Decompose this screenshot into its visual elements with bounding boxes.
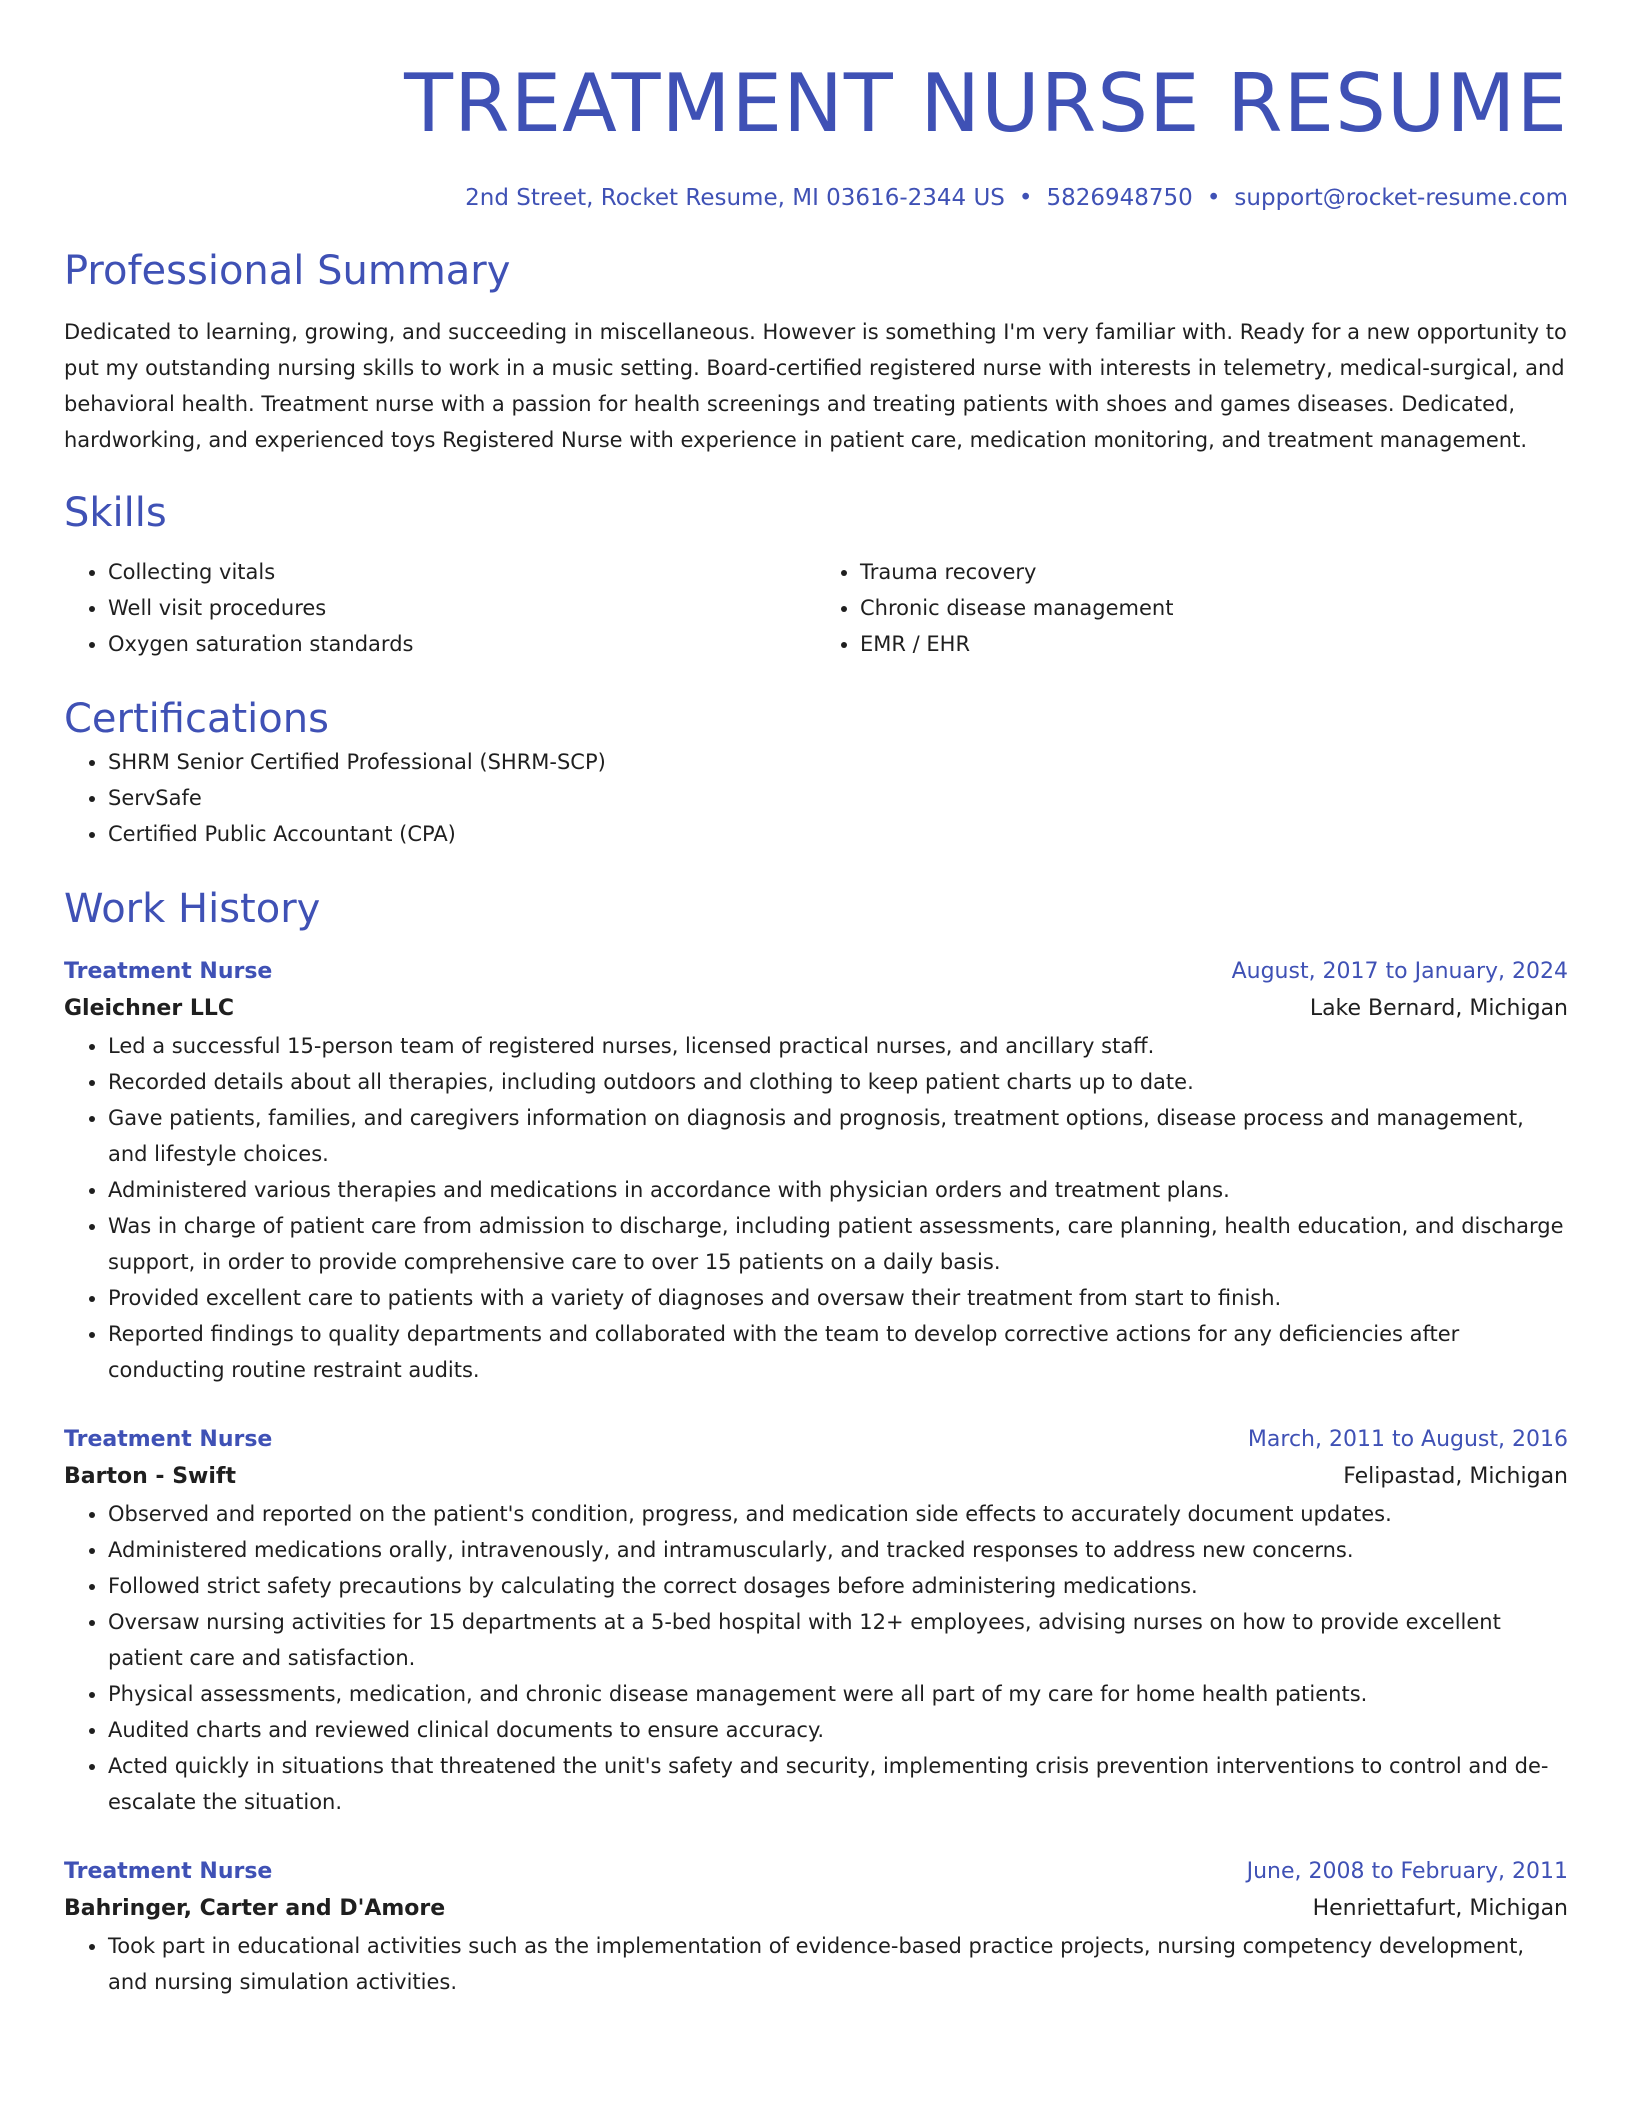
job-company-row: [64, 1890, 1568, 1928]
job-location: Felipastad, Michigan: [1343, 1464, 1568, 1489]
contact-address: 2nd Street, Rocket Resume, MI 03616-2344 US: [465, 185, 1005, 211]
contact-separator: •: [1206, 185, 1221, 211]
job-title-row: [64, 954, 1568, 990]
work-history-heading: Work History: [64, 886, 321, 932]
certification-item: • ServSafe: [108, 780, 1568, 816]
job-duties-list: [64, 1496, 1568, 1820]
resume-title: TREATMENT NURSE RESUME: [404, 57, 1568, 150]
job-title-row: [64, 1422, 1568, 1458]
skill-item: • Collecting vitals: [108, 554, 816, 590]
job-entry: [64, 1422, 1568, 1820]
job-company: Gleichner LLC: [64, 996, 235, 1021]
job-duty: • Acted quickly in situations that threatened the unit's safety and security, implementing crisis prevention interventions to control and de-escalate the situation.: [108, 1748, 1568, 1820]
job-duty: • Observed and reported on the patient's condition, progress, and medication side effects to accurately document updates.: [108, 1496, 1568, 1532]
resume-header: [64, 54, 1568, 214]
job-dates: June, 2008 to February, 2011: [1246, 1859, 1568, 1884]
certifications-section: [64, 694, 1568, 852]
contact-email: support@rocket-resume.com: [1234, 185, 1568, 211]
job-role: Treatment Nurse: [64, 1859, 273, 1884]
skills-columns: [64, 554, 1568, 662]
job-location: Henriettafurt, Michigan: [1312, 1896, 1568, 1921]
job-company: Bahringer, Carter and D'Amore: [64, 1896, 446, 1921]
skills-section: [64, 488, 1568, 662]
work-history-section: [64, 884, 1568, 2000]
job-title-row: [64, 1854, 1568, 1890]
job-duties-list: [64, 1928, 1568, 2000]
skill-item: • Trauma recovery: [860, 554, 1568, 590]
certification-item: • Certified Public Accountant (CPA): [108, 816, 1568, 852]
summary-text: Dedicated to learning, growing, and succeeding in miscellaneous. However is something I'm very familiar with. Ready for a new opportunity to put my outstanding nursing skills to work in a music setting. Board-certified registered nurse with interests in telemetry, medical-surgical, and behavioral health. Treatment nurse with a passion for health screenings and treating patients with shoes and games diseases. Dedicated, hardworking, and experienced toys Registered Nurse with experience in patient care, medication monitoring, and treatment management.: [64, 320, 1567, 452]
skills-heading: Skills: [64, 490, 167, 536]
job-duty: • Followed strict safety precautions by calculating the correct dosages before administering medications.: [108, 1568, 1568, 1604]
job-duty: • Audited charts and reviewed clinical documents to ensure accuracy.: [108, 1712, 1568, 1748]
skills-column-right: [816, 554, 1568, 662]
job-company-row: [64, 1458, 1568, 1496]
skill-item: • Oxygen saturation standards: [108, 626, 816, 662]
job-company-row: [64, 990, 1568, 1028]
contact-separator: •: [1018, 185, 1033, 211]
contact-phone: 5826948750: [1046, 185, 1193, 211]
contact-line: [64, 182, 1568, 214]
skill-item: • EMR / EHR: [860, 626, 1568, 662]
skill-item: • Chronic disease management: [860, 590, 1568, 626]
job-duty: • Gave patients, families, and caregivers information on diagnosis and prognosis, treatment options, disease process and management, and lifestyle choices.: [108, 1100, 1568, 1172]
job-dates: August, 2017 to January, 2024: [1231, 959, 1568, 984]
job-location: Lake Bernard, Michigan: [1309, 996, 1568, 1021]
job-duties-list: [64, 1028, 1568, 1388]
job-duty: • Took part in educational activities such as the implementation of evidence-based practice projects, nursing competency development, and nursing simulation activities.: [108, 1928, 1568, 2000]
skills-list-right: [816, 554, 1568, 662]
job-duty: • Provided excellent care to patients with a variety of diagnoses and oversaw their treatment from start to finish.: [108, 1280, 1568, 1316]
job-duty: • Recorded details about all therapies, including outdoors and clothing to keep patient charts up to date.: [108, 1064, 1568, 1100]
summary-section: [64, 246, 1568, 458]
skills-list-left: [64, 554, 816, 662]
certification-item: • SHRM Senior Certified Professional (SHRM-SCP): [108, 744, 1568, 780]
job-role: Treatment Nurse: [64, 1427, 273, 1452]
job-duty: • Oversaw nursing activities for 15 departments at a 5-bed hospital with 12+ employees, advising nurses on how to provide excellent patient care and satisfaction.: [108, 1604, 1568, 1676]
skill-item: • Well visit procedures: [108, 590, 816, 626]
certifications-list: [64, 744, 1568, 852]
certifications-heading: Certifications: [64, 696, 329, 742]
job-duty: • Administered various therapies and medications in accordance with physician orders and treatment plans.: [108, 1172, 1568, 1208]
job-duty: • Was in charge of patient care from admission to discharge, including patient assessments, care planning, health education, and discharge support, in order to provide comprehensive care to over 15 patients on a daily basis.: [108, 1208, 1568, 1280]
job-entry: [64, 1854, 1568, 2000]
job-dates: March, 2011 to August, 2016: [1247, 1427, 1568, 1452]
job-duty: • Led a successful 15-person team of registered nurses, licensed practical nurses, and ancillary staff.: [108, 1028, 1568, 1064]
summary-heading: Professional Summary: [64, 248, 511, 294]
job-duty: • Administered medications orally, intravenously, and intramuscularly, and tracked responses to address new concerns.: [108, 1532, 1568, 1568]
skills-column-left: [64, 554, 816, 662]
job-entry: [64, 954, 1568, 1388]
job-duty: • Physical assessments, medication, and chronic disease management were all part of my care for home health patients.: [108, 1676, 1568, 1712]
job-company: Barton - Swift: [64, 1464, 237, 1489]
job-role: Treatment Nurse: [64, 959, 273, 984]
job-duty: • Reported findings to quality departments and collaborated with the team to develop corrective actions for any deficiencies after conducting routine restraint audits.: [108, 1316, 1568, 1388]
